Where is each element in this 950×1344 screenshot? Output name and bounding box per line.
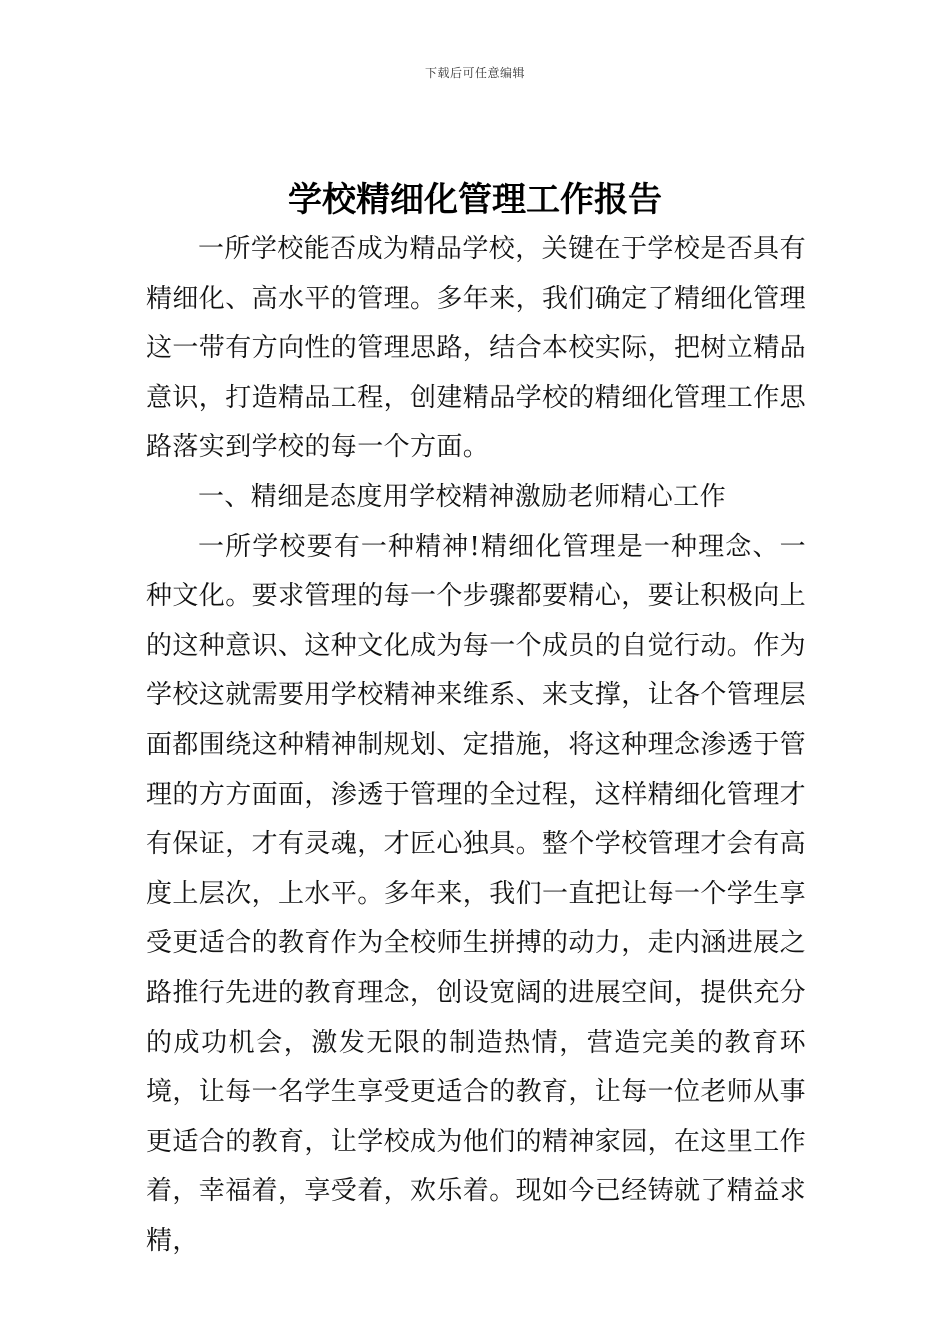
document-body <box>146 225 806 1266</box>
document-title: 学校精细化管理工作报告 <box>288 180 662 220</box>
header-note: 下载后可任意编辑 <box>424 66 525 80</box>
paragraph-section-one: 一所学校要有一种精神!精细化管理是一种理念、一种文化。要求管理的每一个步骤都要精心，要让积极向上的这种意识、这种文化成为每一个成员的自觉行动。作为学校这就需要用学校精神来维系、来支撑，让各个管理层面都围绕这种精神制规划、定措施，将这种理念渗透于管理的方方面面，渗透于管理的全过程，这样精细化管理才有保证，才有灵魂，才匠心独具。整个学校管理才会有高度上层次，上水平。多年来，我们一直把让每一个学生享受更适合的教育作为全校师生拼搏的动力，走内涵进展之路推行先进的教育理念，创设宽阔的进展空间，提供充分的成功机会，激发无限的制造热情，营造完美的教育环境，让每一名学生享受更适合的教育，让每一位老师从事更适合的教育，让学校成为他们的精神家园，在这里工作着，幸福着，享受着，欢乐着。现如今已经铸就了精益求精， <box>146 531 807 1256</box>
section-heading: 一、精细是态度用学校精神激励老师精心工作 <box>198 481 727 512</box>
paragraph-intro: 一所学校能否成为精品学校，关键在于学校是否具有精细化、高水平的管理。多年来，我们确定了精细化管理这一带有方向性的管理思路，结合本校实际，把树立精品意识，打造精品工程，创建精品学校的精细化管理工作思路落实到学校的每一个方面。 <box>146 234 807 463</box>
